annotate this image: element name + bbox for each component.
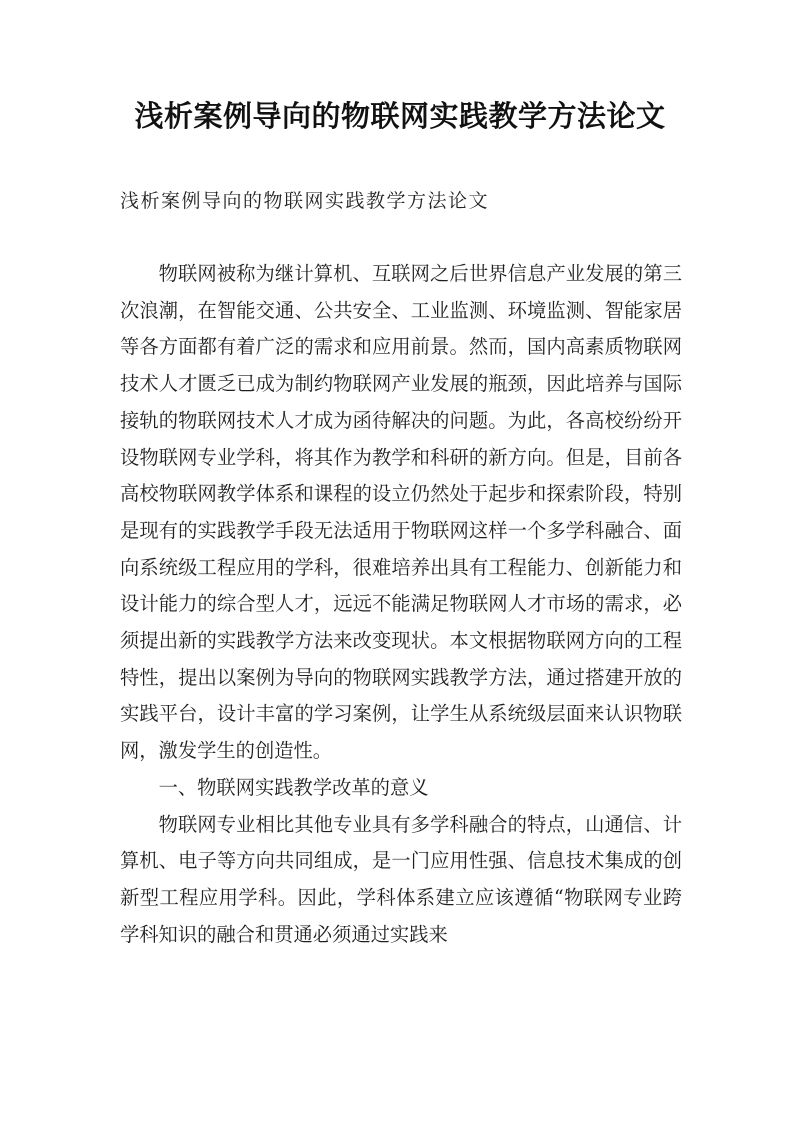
document-body [120, 256, 682, 953]
intro-paragraph: 物联网被称为继计算机、互联网之后世界信息产业发展的第三次浪潮，在智能交通、公共安全、工业监测、环境监测、智能家居等各方面都有着广泛的需求和应用前景。然而，国内高素质物联网技术人才匮乏已成为制约物联网产业发展的瓶颈，因此培养与国际接轨的物联网技术人才成为函待解决的问题。为此，各高校纷纷开设物联网专业学科，将其作为教学和科研的新方向。但是，目前各高校物联网教学体系和课程的设立仍然处于起步和探索阶段，特别是现有的实践教学手段无法适用于物联网这样一个多学科融合、面向系统级工程应用的学科，很难培养出具有工程能力、创新能力和设计能力的综合型人才，远远不能满足物联网人才市场的需求，必须提出新的实践教学方法来改变现状。本文根据物联网方向的工程特性，提出以案例为导向的物联网实践教学方法，通过搭建开放的实践平台，设计丰富的学习案例，让学生从系统级层面来认识物联网，激发学生的创造性。 [120, 262, 682, 763]
section-paragraph: 物联网专业相比其他专业具有多学科融合的特点，山通信、计算机、电子等方向共同组成，是一门应用性强、信息技术集成的创新型工程应用学科。因此，学科体系建立应该遵循“物联网专业跨学科知识的融合和贯通必须通过实践来 [120, 812, 682, 946]
document-title: 浅析案例导向的物联网实践教学方法论文 [134, 99, 666, 133]
document-subtitle: 浅析案例导向的物联网实践教学方法论文 [120, 190, 490, 212]
section-heading: 一、物联网实践教学改革的意义 [158, 775, 429, 799]
